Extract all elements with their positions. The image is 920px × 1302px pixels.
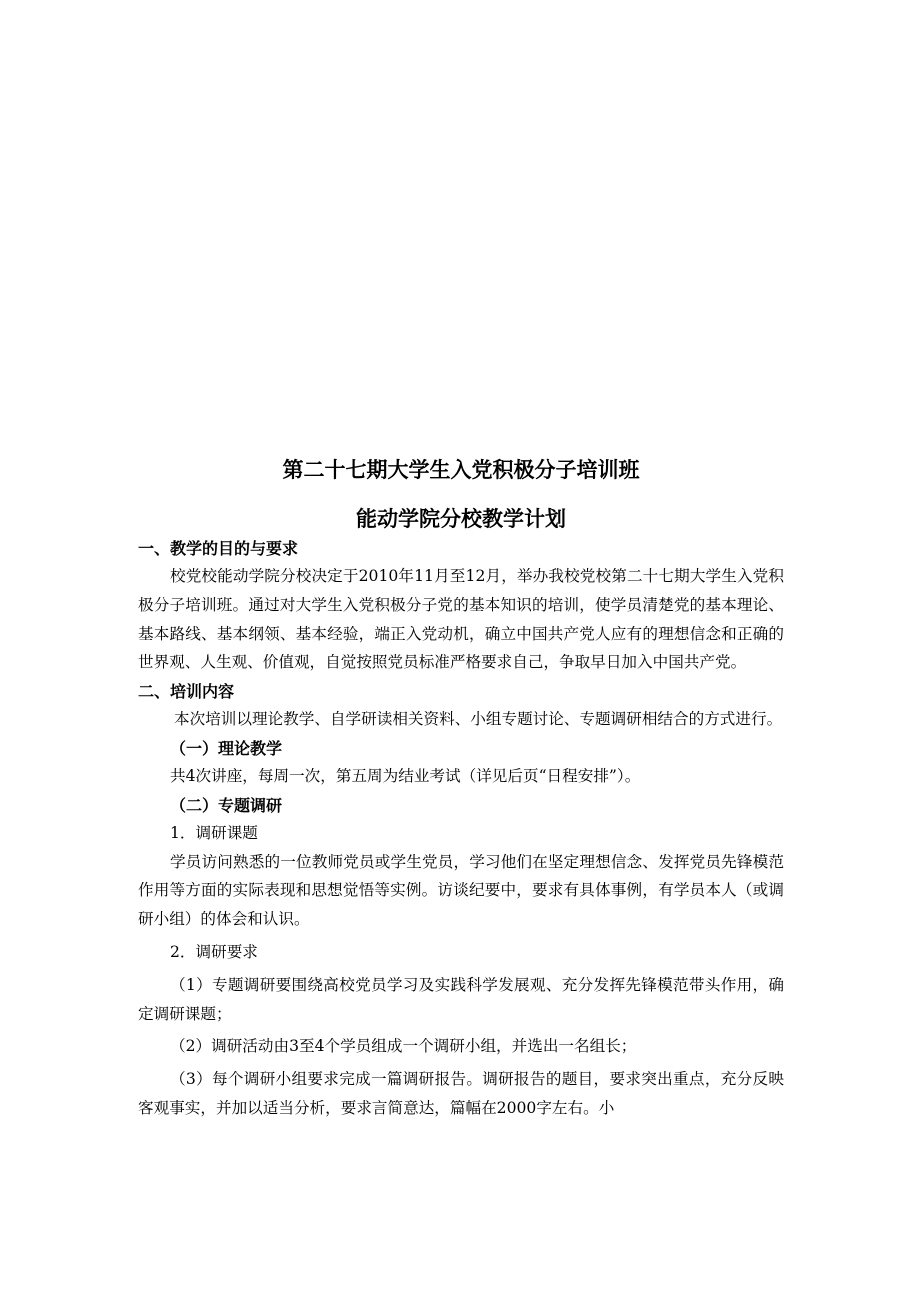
item-label-requirements: 2．调研要求: [170, 942, 258, 961]
requirement-item-3: （3）每个调研小组要求完成一篇调研报告。调研报告的题目，要求突出重点，充分反映客观事实，并加以适当分析，要求言简意达，篇幅在2000字左右。小: [138, 1070, 784, 1117]
subsection-text-theory: 共4次讲座，每周一次，第五周为结业考试（详见后页“日程安排”）。: [170, 766, 641, 785]
requirement-item-2: （2）调研活动由3至4个学员组成一个调研小组，并选出一名组长；: [170, 1037, 637, 1056]
subsection-heading-research: （二）专题调研: [170, 795, 283, 815]
section-paragraph-intro: 本次培训以理论教学、自学研读相关资料、小组专题讨论、专题调研相结合的方式进行。: [174, 710, 783, 729]
requirement-item-1: （1）专题调研要围绕高校党员学习及实践科学发展观、充分发挥先锋模范带头作用，确定调研课题；: [138, 975, 784, 1023]
item-label-topic: 1．调研课题: [170, 823, 258, 842]
document-title: 第二十七期大学生入党积极分子培训班: [282, 458, 640, 482]
section-paragraph-purpose: 校党校能动学院分校决定于2010年11月至12月，举办我校党校第二十七期大学生入党积极分子培训班。通过对大学生入党积极分子党的基本知识的培训，使学员清楚党的基本理论、基本路线、基本纲领、基本经验，端正入党动机，确立中国共产党人应有的理想信念和正确的世界观、人生观、价值观，自觉按照党员标准严格要求自己，争取早日加入中国共产党。: [138, 567, 784, 672]
section-heading-content: 二、培训内容: [138, 682, 235, 702]
document-body: [138, 455, 784, 1123]
item-text-topic: 学员访问熟悉的一位教师党员或学生党员，学习他们在坚定理想信念、发挥党员先锋模范作用等方面的实际表现和思想觉悟等实例。访谈纪要中，要求有具体事例，有学员本人（或调研小组）的体会和认识。: [138, 852, 784, 929]
document-subtitle: 能动学院分校教学计划: [356, 507, 566, 531]
section-heading-purpose: 一、教学的目的与要求: [138, 539, 299, 558]
subsection-heading-theory: （一）理论教学: [170, 738, 283, 758]
